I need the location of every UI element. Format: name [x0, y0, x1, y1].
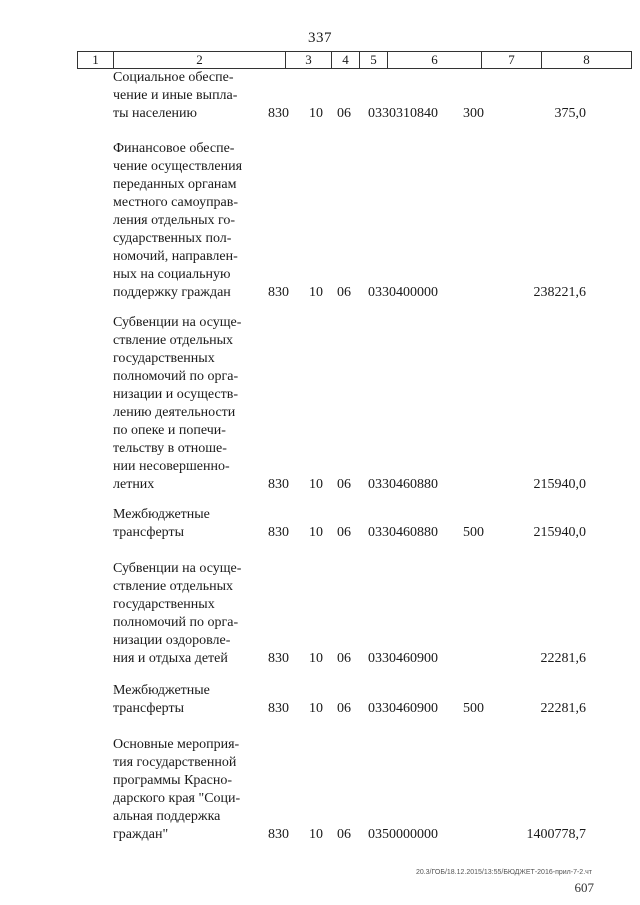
- row-name-line: ния и отдыха детей: [113, 651, 228, 666]
- department-code: 830: [268, 701, 289, 716]
- row-name-line: ных на социальную: [113, 267, 231, 282]
- subsection-code: 06: [337, 285, 351, 300]
- row-name-line: номочий, направлен-: [113, 249, 238, 264]
- department-code: 830: [268, 525, 289, 540]
- amount: 215940,0: [533, 477, 586, 492]
- section-code: 10: [309, 106, 323, 121]
- department-code: 830: [268, 106, 289, 121]
- amount: 238221,6: [533, 285, 586, 300]
- amount: 215940,0: [533, 525, 586, 540]
- page-number: 337: [308, 30, 332, 46]
- row-name-line: альная поддержка: [113, 809, 221, 824]
- column-header-6: 6: [388, 52, 482, 69]
- subsection-code: 06: [337, 701, 351, 716]
- row-name-line: Субвенции на осуще-: [113, 315, 242, 330]
- expense-type-code: 300: [463, 106, 484, 121]
- row-name-line: тельству в отноше-: [113, 441, 227, 456]
- target-article-code: 0330310840: [368, 106, 438, 121]
- row-name: [113, 506, 251, 542]
- row-name-line: переданных органам: [113, 177, 237, 192]
- row-name-line: низации оздоровле-: [113, 633, 231, 648]
- section-code: 10: [309, 525, 323, 540]
- row-name-line: трансферты: [113, 525, 185, 540]
- row-name-line: Субвенции на осуще-: [113, 561, 242, 576]
- expense-type-code: 500: [463, 701, 484, 716]
- subsection-code: 06: [337, 106, 351, 121]
- row-name: [113, 69, 251, 123]
- row-name-line: полномочий по орга-: [113, 615, 239, 630]
- amount: 375,0: [554, 106, 586, 121]
- row-name-line: Межбюджетные: [113, 683, 210, 698]
- subsection-code: 06: [337, 525, 351, 540]
- department-code: 830: [268, 285, 289, 300]
- department-code: 830: [268, 477, 289, 492]
- row-name-line: Социальное обеспе-: [113, 70, 234, 85]
- subsection-code: 06: [337, 477, 351, 492]
- footer-file-reference: 20.3/ГОБ/18.12.2015/13:55/БЮДЖЕТ-2016-прил-7-2.чт: [415, 869, 592, 876]
- row-name-line: ствление отдельных: [113, 333, 234, 348]
- column-header-8: 8: [542, 52, 632, 69]
- column-header-2: 2: [114, 52, 286, 69]
- row-name-line: сударственных пол-: [113, 231, 232, 246]
- section-code: 10: [309, 477, 323, 492]
- row-name-line: государственных: [113, 351, 215, 366]
- row-name-line: трансферты: [113, 701, 185, 716]
- column-header-row: [77, 51, 632, 69]
- row-name-line: полномочий по орга-: [113, 369, 239, 384]
- amount: 22281,6: [540, 701, 586, 716]
- column-header-7: 7: [482, 52, 542, 69]
- row-name-line: летних: [113, 477, 155, 492]
- amount: 22281,6: [540, 651, 586, 666]
- row-name-line: по опеке и попечи-: [113, 423, 226, 438]
- section-code: 10: [309, 651, 323, 666]
- row-name-line: лению деятельности: [113, 405, 236, 420]
- column-header-4: 4: [332, 52, 360, 69]
- target-article-code: 0330460880: [368, 525, 438, 540]
- row-name-line: тия государственной: [113, 755, 237, 770]
- row-name: [113, 314, 251, 494]
- expense-type-code: 500: [463, 525, 484, 540]
- column-header-1: 1: [78, 52, 114, 69]
- section-code: 10: [309, 827, 323, 842]
- row-name-line: граждан": [113, 827, 169, 842]
- row-name-line: государственных: [113, 597, 215, 612]
- target-article-code: 0330460900: [368, 701, 438, 716]
- row-name: [113, 682, 251, 718]
- column-header-3: 3: [286, 52, 332, 69]
- row-name-line: чение и иные выпла-: [113, 88, 238, 103]
- row-name-line: местного самоуправ-: [113, 195, 239, 210]
- section-code: 10: [309, 701, 323, 716]
- row-name-line: ствление отдельных: [113, 579, 234, 594]
- column-header-5: 5: [360, 52, 388, 69]
- row-name-line: низации и осуществ-: [113, 387, 239, 402]
- row-name-line: ления отдельных го-: [113, 213, 236, 228]
- row-name-line: Основные мероприя-: [113, 737, 240, 752]
- amount: 1400778,7: [526, 827, 586, 842]
- row-name-line: дарского края "Соци-: [113, 791, 241, 806]
- row-name-line: программы Красно-: [113, 773, 232, 788]
- target-article-code: 0350000000: [368, 827, 438, 842]
- department-code: 830: [268, 651, 289, 666]
- section-code: 10: [309, 285, 323, 300]
- row-name-line: Межбюджетные: [113, 507, 210, 522]
- target-article-code: 0330460900: [368, 651, 438, 666]
- row-name: [113, 736, 251, 844]
- row-name-line: поддержку граждан: [113, 285, 231, 300]
- target-article-code: 0330400000: [368, 285, 438, 300]
- subsection-code: 06: [337, 651, 351, 666]
- row-name: [113, 560, 251, 668]
- subsection-code: 06: [337, 827, 351, 842]
- department-code: 830: [268, 827, 289, 842]
- row-name-line: ты населению: [113, 106, 197, 121]
- row-name-line: Финансовое обеспе-: [113, 141, 235, 156]
- target-article-code: 0330460880: [368, 477, 438, 492]
- row-name: [113, 140, 251, 302]
- footer-page-number: 607: [574, 880, 594, 895]
- row-name-line: чение осуществления: [113, 159, 243, 174]
- row-name-line: нии несовершенно-: [113, 459, 230, 474]
